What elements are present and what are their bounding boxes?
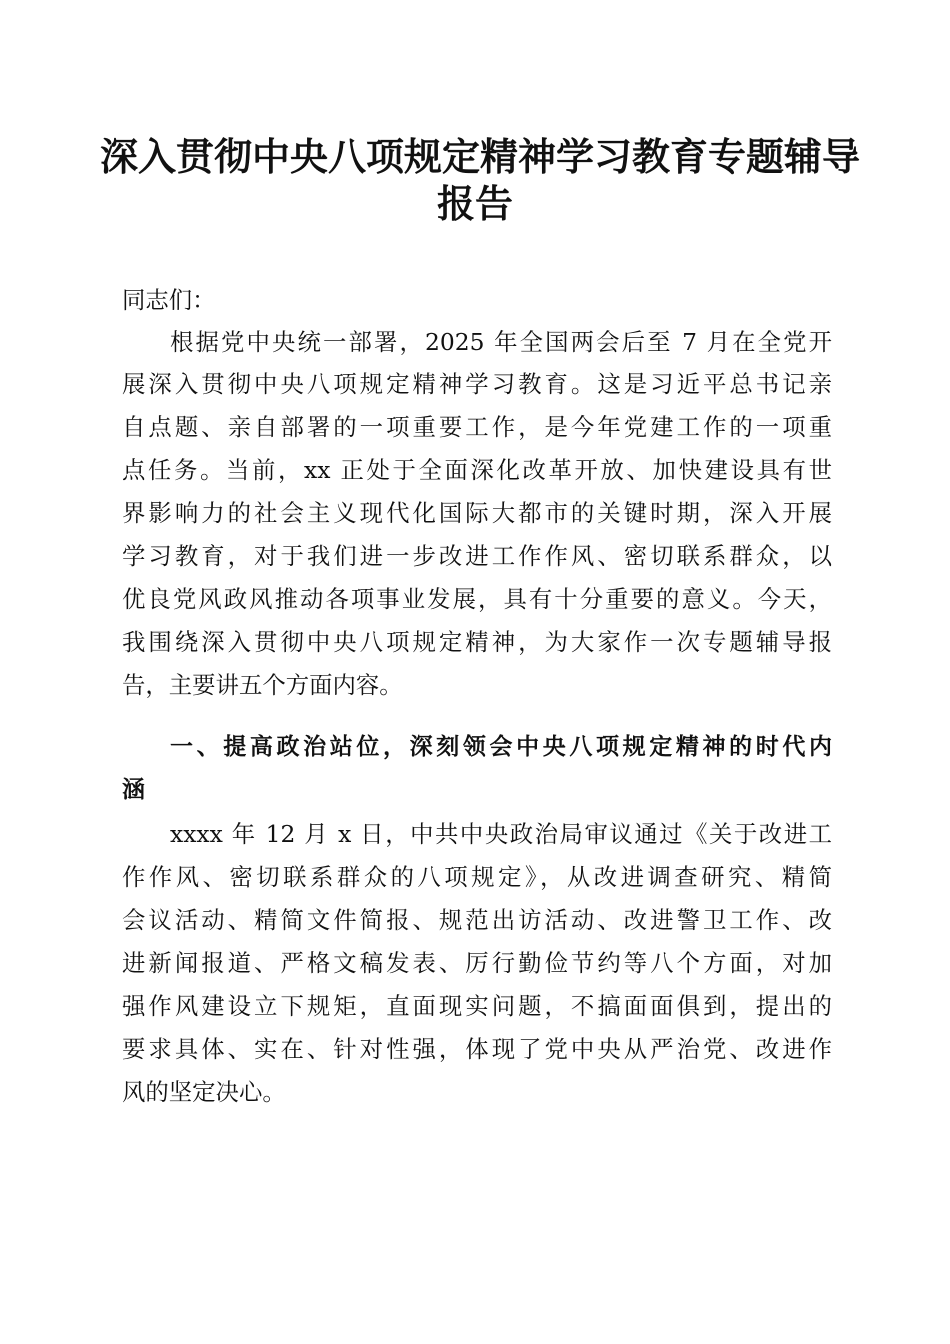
paragraph-2-line: xxxx 年 12 月 x 日，中共中央政治局审议通过《关于改进工 xyxy=(170,820,832,848)
paragraph-2-line: 强作风建设立下规矩，直面现实问题，不搞面面俱到，提出的 xyxy=(122,992,832,1020)
section-heading-1-line: 一、提高政治站位，深刻领会中央八项规定精神的时代内 xyxy=(170,733,832,760)
paragraph-1-line: 界影响力的社会主义现代化国际大都市的关键时期，深入开展 xyxy=(122,499,832,527)
document-title-line-1: 深入贯彻中央八项规定精神学习教育专题辅导 xyxy=(100,134,861,179)
paragraph-1-line: 告，主要讲五个方面内容。 xyxy=(122,671,403,699)
paragraph-2-line: 进新闻报道、严格文稿发表、厉行勤俭节约等八个方面，对加 xyxy=(122,949,832,977)
paragraph-1-line: 根据党中央统一部署，2025 年全国两会后至 7 月在全党开 xyxy=(170,328,832,356)
paragraph-2-line: 要求具体、实在、针对性强，体现了党中央从严治党、改进作 xyxy=(122,1035,832,1063)
salutation: 同志们： xyxy=(122,286,216,314)
paragraph-1-line: 学习教育，对于我们进一步改进工作作风、密切联系群众，以 xyxy=(122,542,832,570)
paragraph-2-line: 作作风、密切联系群众的八项规定》，从改进调查研究、精简 xyxy=(122,863,832,891)
document-title-line-2: 报告 xyxy=(436,181,513,226)
paragraph-1-line: 自点题、亲自部署的一项重要工作，是今年党建工作的一项重 xyxy=(122,413,832,441)
paragraph-1-line: 点任务。当前，xx 正处于全面深化改革开放、加快建设具有世 xyxy=(122,456,832,484)
paragraph-1-line: 展深入贯彻中央八项规定精神学习教育。这是习近平总书记亲 xyxy=(122,370,832,398)
section-heading-1-line: 涵 xyxy=(122,776,145,803)
paragraph-2-line: 会议活动、精简文件简报、规范出访活动、改进警卫工作、改 xyxy=(122,906,832,934)
paragraph-1-line: 我围绕深入贯彻中央八项规定精神，为大家作一次专题辅导报 xyxy=(122,628,832,656)
paragraph-1-line: 优良党风政风推动各项事业发展，具有十分重要的意义。今天， xyxy=(122,585,832,613)
paragraph-2-line: 风的坚定决心。 xyxy=(122,1078,286,1106)
